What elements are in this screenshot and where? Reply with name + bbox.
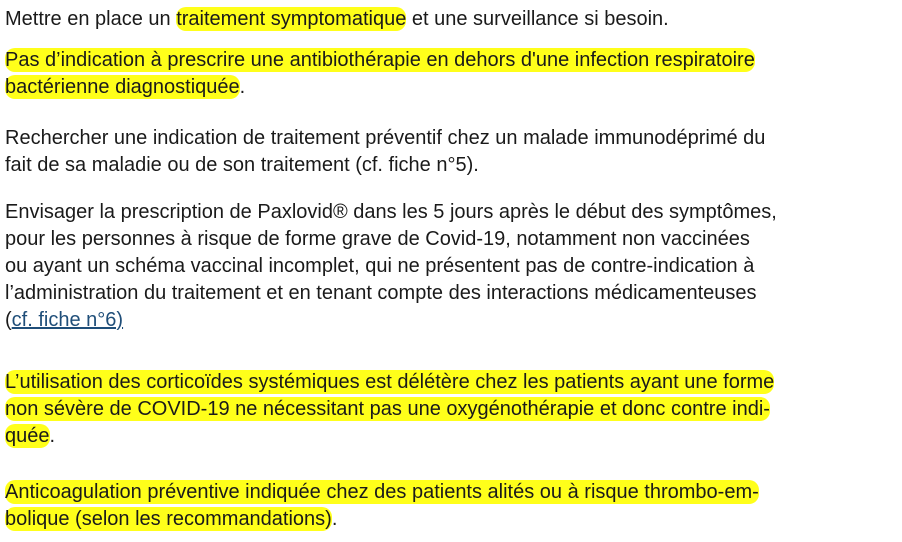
- text-line: [5, 307, 895, 334]
- text-line: [5, 506, 895, 533]
- text-line: [5, 47, 895, 74]
- paragraph-antibiotics: [5, 47, 895, 101]
- paragraph-preventive-treatment: [5, 125, 895, 179]
- text-line: [5, 74, 895, 101]
- highlighted-text: Pas d’indication à prescrire une antibiothérapie en dehors d'une infection respiratoire: [5, 49, 755, 71]
- text-line: fait de sa maladie ou de son traitement (cf. fiche n°5).: [5, 154, 479, 176]
- text-line: [5, 423, 895, 450]
- paragraph-symptomatic-treatment: [5, 6, 895, 33]
- text-line: pour les personnes à risque de forme grave de Covid-19, notamment non vaccinées: [5, 228, 750, 250]
- paragraph-anticoagulation: [5, 479, 895, 533]
- text-run: (: [5, 309, 12, 331]
- text-run: .: [331, 508, 338, 530]
- text-run: .: [239, 76, 246, 98]
- highlighted-text: traitement symptomatique: [176, 8, 407, 30]
- highlighted-text: Anticoagulation préventive indiquée chez des patients alités ou à risque thrombo-em-: [5, 481, 759, 503]
- highlighted-text: quée: [5, 425, 50, 447]
- text-run: Mettre en place un: [5, 8, 177, 30]
- text-line: [5, 479, 895, 506]
- text-line: Envisager la prescription de Paxlovid® dans les 5 jours après le début des symptômes,: [5, 201, 777, 223]
- text-line: l’administration du traitement et en tenant compte des interactions médicamenteuses: [5, 282, 757, 304]
- text-run: et une surveillance si besoin.: [406, 8, 669, 30]
- highlighted-text: bolique (selon les recommandations): [5, 508, 332, 530]
- text-line: ou ayant un schéma vaccinal incomplet, qui ne présentent pas de contre-indication à: [5, 255, 755, 277]
- text-line: [5, 396, 895, 423]
- text-line: Rechercher une indication de traitement préventif chez un malade immunodéprimé du: [5, 127, 766, 149]
- highlighted-text: non sévère de COVID-19 ne nécessitant pas une oxygénothérapie et donc contre indi-: [5, 398, 770, 420]
- text-line: [5, 369, 895, 396]
- highlighted-text: bactérienne diagnostiquée: [5, 76, 240, 98]
- fiche-6-link[interactable]: cf. fiche n°6): [11, 309, 124, 331]
- highlighted-text: L’utilisation des corticoïdes systémiques est délétère chez les patients ayant une forme: [5, 371, 775, 393]
- paragraph-corticoids: [5, 369, 895, 450]
- paragraph-paxlovid: [5, 199, 895, 334]
- text-run: .: [49, 425, 56, 447]
